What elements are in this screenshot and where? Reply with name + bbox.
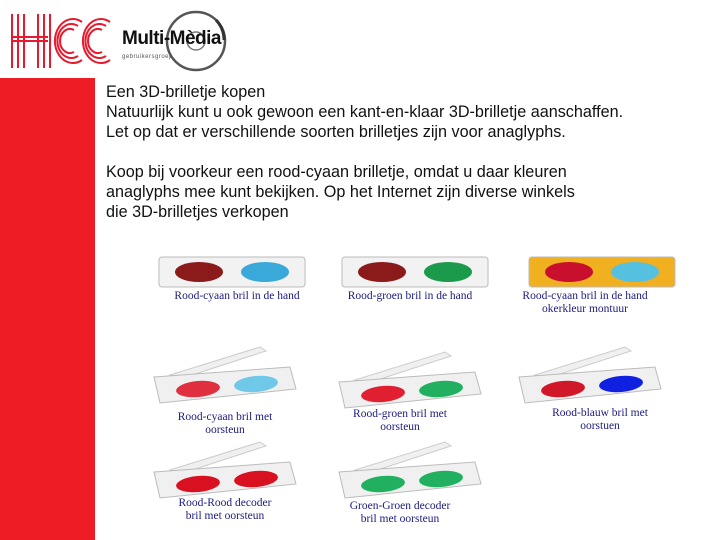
glasses-item [527,255,677,289]
multimedia-logo-title: Multi-Mèdia [122,28,221,49]
paragraph2-line1: Koop bij voorkeur een rood-cyaan brilletje, omdat u daar kleuren [106,163,567,181]
glasses-item [340,255,490,289]
glasses-caption-line: okerkleur montuur [542,303,628,315]
right-lens [424,262,472,282]
glasses-item [150,345,300,405]
glasses-caption [500,290,670,316]
glasses-icon [150,440,300,500]
multimedia-logo-subtitle: gebruikersgroep [122,54,173,60]
paragraph2-line2: anaglyphs mee kunt bekijken. Op het Internet zijn diverse winkels [106,183,575,201]
glasses-item [335,350,485,410]
glasses-caption [152,290,322,303]
glasses-icon [150,345,300,405]
glasses-caption-line: oorstuen [580,420,620,432]
glasses-item [515,345,665,405]
right-lens [611,262,659,282]
glasses-caption-line: Rood-Rood decoder [178,497,272,509]
glasses-icon [515,345,665,405]
glasses-caption-line: bril met oorsteun [360,513,440,525]
glasses-item [150,440,300,500]
glasses-caption [330,500,470,526]
glasses-caption-line: Rood-groen bril in de hand [347,290,473,302]
glasses-caption-line: Rood-cyaan bril met [177,411,273,423]
glasses-caption-line: Rood-blauw bril met [552,407,648,419]
glasses-icon [335,440,485,500]
glasses-caption-line: Rood-groen bril met [353,408,447,420]
glasses-image [95,245,720,540]
glasses-icon [335,350,485,410]
glasses-icon [527,255,677,289]
glasses-item [335,440,485,500]
glasses-caption [515,407,685,433]
paragraph1-line2: Let op dat er verschillende soorten brilletjes zijn voor anaglyphs. [106,123,566,141]
glasses-caption [330,408,470,434]
glasses-item [157,255,307,289]
right-lens [241,262,289,282]
paragraph1-line1: Natuurlijk kunt u ook gewoon een kant-en-klaar 3D-brilletje aanschaffen. [106,103,624,121]
slide-heading: Een 3D-brilletje kopen [106,83,266,101]
glasses-caption-line: bril met oorsteun [185,510,265,522]
left-lens [175,262,223,282]
glasses-caption-line: Groen-Groen decoder [349,500,451,512]
paragraph2-line3: die 3D-brilletjes verkopen [106,203,289,221]
slide-content [106,82,716,222]
glasses-icon [340,255,490,289]
red-sidebar-bar [0,78,95,540]
left-lens [358,262,406,282]
left-lens [545,262,593,282]
glasses-caption-line: oorsteun [380,421,420,433]
glasses-caption [155,411,295,437]
glasses-caption [325,290,495,303]
glasses-caption [155,497,295,523]
glasses-caption-line: Rood-cyaan bril in de hand [522,290,648,302]
glasses-caption-line: Rood-cyaan bril in de hand [174,290,300,302]
glasses-icon [157,255,307,289]
glasses-caption-line: oorsteun [205,424,245,436]
hcc-logo [8,8,112,74]
